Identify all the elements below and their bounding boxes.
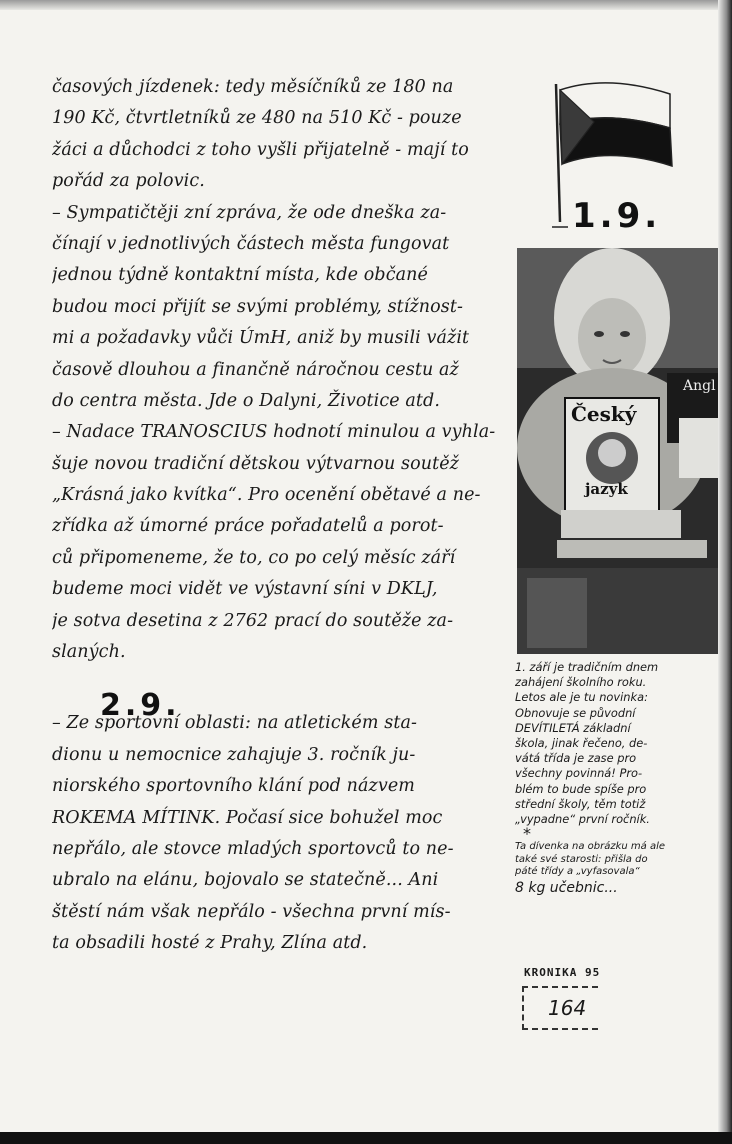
text-line: nepřálo, ale stovce mladých sportovců to ne- <box>52 838 454 859</box>
text-line: zřídka až úmorné práce pořadatelů a porot- <box>52 516 444 537</box>
text-line: ubralo na elánu, bojovalo se statečně... Ani <box>52 870 439 891</box>
text-line: mi a požadavky vůči ÚmH, aniž by musili vážit <box>52 328 470 349</box>
text-line: „Krásná jako kvítka“. Pro ocenění obětavé a ne- <box>52 485 481 506</box>
book-title-cesky: Český <box>571 402 637 426</box>
text-line: štěstí nám však nepřálo - všechna první mís- <box>52 901 451 922</box>
text-line: do centra města. Jde o Dalyni, Životice atd. <box>52 390 440 411</box>
text-line: – Sympatičtěji zní zpráva, že ode dneška za- <box>52 202 447 223</box>
note-line: všechny povinná! Pro- <box>515 766 643 781</box>
photo-girl-with-textbook <box>517 248 718 654</box>
text-line: jednou týdně kontaktní místa, kde občané <box>52 265 428 286</box>
note-line: vátá třída je zase pro <box>515 751 637 766</box>
text-line: budou moci přijít se svými problémy, stížnost- <box>52 296 464 317</box>
note-line: blém to bude spíše pro <box>515 781 647 796</box>
note-line: DEVÍTILETÁ základní <box>515 720 631 735</box>
text-line: ců připomeneme, že to, co po celý měsíc září <box>52 547 456 568</box>
text-line: ta obsadili hosté z Prahy, Zlína atd. <box>52 933 368 954</box>
note-line-small: také své starosti: přišla do <box>515 853 648 865</box>
note-line-big: 8 kg učebnic... <box>515 879 618 896</box>
text-line: dionu u nemocnice zahajuje 3. ročník ju- <box>52 744 416 765</box>
text-line: ROKEMA MÍTINK. Počasí sice bohužel moc <box>52 807 443 828</box>
text-line: pořád za polovic. <box>52 171 205 192</box>
text-line: slaných. <box>52 642 126 663</box>
note-line: 1. září je tradičním dnem <box>515 660 659 674</box>
date-heading-1-9: 1.9. <box>572 196 662 236</box>
text-line: je sotva desetina z 2762 prací do soutěže za- <box>52 610 454 631</box>
date-heading-2-9: 2.9. <box>100 688 181 723</box>
text-line: budeme moci vidět ve výstavní síni v DKLJ, <box>52 579 438 600</box>
scan-edge-top <box>0 0 732 10</box>
text-block-1 <box>52 72 514 668</box>
text-line: niorského sportovního klání pod názvem <box>52 776 415 797</box>
note-line: škola, jinak řečeno, de- <box>515 735 648 750</box>
note-line: zahájení školního roku. <box>515 675 647 690</box>
note-line: Letos ale je tu novinka: <box>515 690 648 705</box>
text-line: žáci a důchodci z toho vyšli přijatelně - mají to <box>52 139 469 160</box>
main-text-column <box>52 72 514 960</box>
text-line: čínají v jednotlivých částech města fungovat <box>52 233 450 254</box>
book-title-jazyk: jazyk <box>585 480 628 498</box>
text-line: časově dlouhou a finančně náročnou cestu až <box>52 359 459 380</box>
scan-edge-bottom <box>0 1132 732 1144</box>
chronicle-label: KRONIKA 95 <box>524 966 601 979</box>
note-line: „vypadne“ první ročník. <box>515 811 650 826</box>
text-block-2 <box>52 708 514 959</box>
note-line: Obnovuje se původní <box>515 705 636 720</box>
text-line: – Nadace TRANOSCIUS hodnotí minulou a vyhla- <box>52 422 496 443</box>
text-line: 190 Kč, čtvrtletníků ze 480 na 510 Kč - pouze <box>52 108 462 129</box>
note-line: střední školy, těm totiž <box>515 796 646 811</box>
note-line-small: Ta dívenka na obrázku má ale <box>515 841 666 853</box>
scan-edge-right <box>718 0 732 1144</box>
asterisk-mark: * <box>523 827 531 842</box>
page-number: 164 <box>548 996 587 1020</box>
side-notes <box>515 660 715 897</box>
text-line: šuje novou tradiční dětskou výtvarnou soutěž <box>52 453 459 474</box>
text-line: – Ze sportovní oblasti: na atletickém sta- <box>52 713 417 734</box>
text-line: časových jízdenek: tedy měsíčníků ze 180 na <box>52 77 454 97</box>
book-title-angl: Angl <box>683 378 716 394</box>
note-line-small: páté třídy a „vyfasovala“ <box>515 866 640 878</box>
